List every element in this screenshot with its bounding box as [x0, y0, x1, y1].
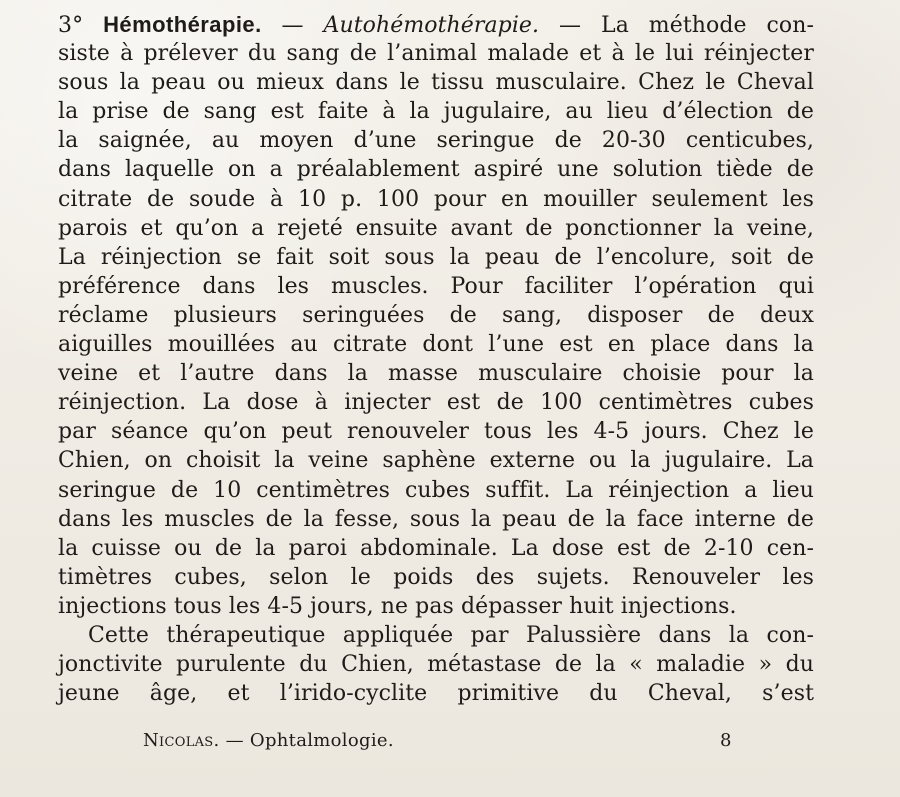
paragraph-1-line-18: dans les muscles de la fesse, sous la peau de la face interne de [58, 506, 814, 532]
paragraph-1-line-15: par séance qu’on peut renouveler tous les 4-5 jours. Chez le [58, 419, 814, 445]
paragraph-1-line-9: La réinjection se fait soit sous la peau de l’encolure, soit de [58, 244, 814, 270]
section-separator: — [281, 13, 324, 38]
paragraph-1-line-17: seringue de 10 centimètres cubes suffit. La réinjection a lieu [58, 477, 814, 503]
paragraph-1-line-7: citrate de soude à 10 p. 100 pour en mouiller seulement les [58, 186, 814, 212]
section-number: 3° [58, 13, 84, 38]
paragraph-1-line-10: préférence dans les muscles. Pour faciliter l’opération qui [58, 273, 814, 299]
footer-separator: — [225, 730, 250, 751]
paragraph-1-line-2: siste à prélever du sang de l’animal malade et à le lui réinjecter [58, 41, 814, 67]
running-footer [143, 728, 394, 754]
main-text-block [58, 10, 814, 708]
paragraph-1-line-4: la prise de sang est faite à la jugulaire, au lieu d’élection de [58, 99, 814, 125]
page-number: 8 [720, 730, 732, 751]
paragraph-1-line-5: la saignée, au moyen d’une seringue de 20-30 centicubes, [58, 128, 814, 154]
section-title: Hémothérapie. [103, 12, 262, 37]
paragraph-1-line-3: sous la peau ou mieux dans le tissu musculaire. Chez le Cheval [58, 70, 814, 96]
footer-book-title: Ophtalmologie. [249, 730, 394, 751]
heading-line [58, 10, 814, 39]
paragraph-1-line-20: timètres cubes, selon le poids des sujets. Renouveler les [58, 564, 814, 590]
paragraph-1-line-14: réinjection. La dose à injecter est de 100 centimètres cubes [58, 390, 814, 416]
first-line-tail: La méthode con- [601, 13, 814, 38]
paragraph-2-line-3: jeune âge, et l’irido-cyclite primitive du Cheval, s’est [58, 681, 814, 707]
paragraph-1-line-12: aiguilles mouillées au citrate dont l’une est en place dans la [58, 332, 814, 358]
paragraph-1-line-16: Chien, on choisit la veine saphène externe ou la jugulaire. La [58, 448, 814, 474]
section-dash: — [559, 13, 601, 38]
page-footer [143, 728, 743, 754]
footer-author: Nicolas. [143, 730, 220, 751]
paragraph-2-line-1: Cette thérapeutique appliquée par Palussière dans la con- [88, 622, 814, 648]
paragraph-1-line-21: injections tous les 4-5 jours, ne pas dépasser huit injections. [58, 593, 737, 619]
section-subtitle: Autohémothérapie. [323, 13, 540, 38]
paragraph-1-line-19: la cuisse ou de la paroi abdominale. La dose est de 2-10 cen- [58, 535, 814, 561]
paragraph-1-line-13: veine et l’autre dans la masse musculaire choisie pour la [58, 361, 814, 387]
paragraph-1-line-8: parois et qu’on a rejeté ensuite avant de ponctionner la veine, [58, 215, 814, 241]
paragraph-1-line-6: dans laquelle on a préalablement aspiré une solution tiède de [58, 157, 814, 183]
paragraph-1-line-11: réclame plusieurs seringuées de sang, disposer de deux [58, 302, 814, 328]
paragraph-2-line-2: jonctivite purulente du Chien, métastase de la « maladie » du [58, 652, 814, 678]
